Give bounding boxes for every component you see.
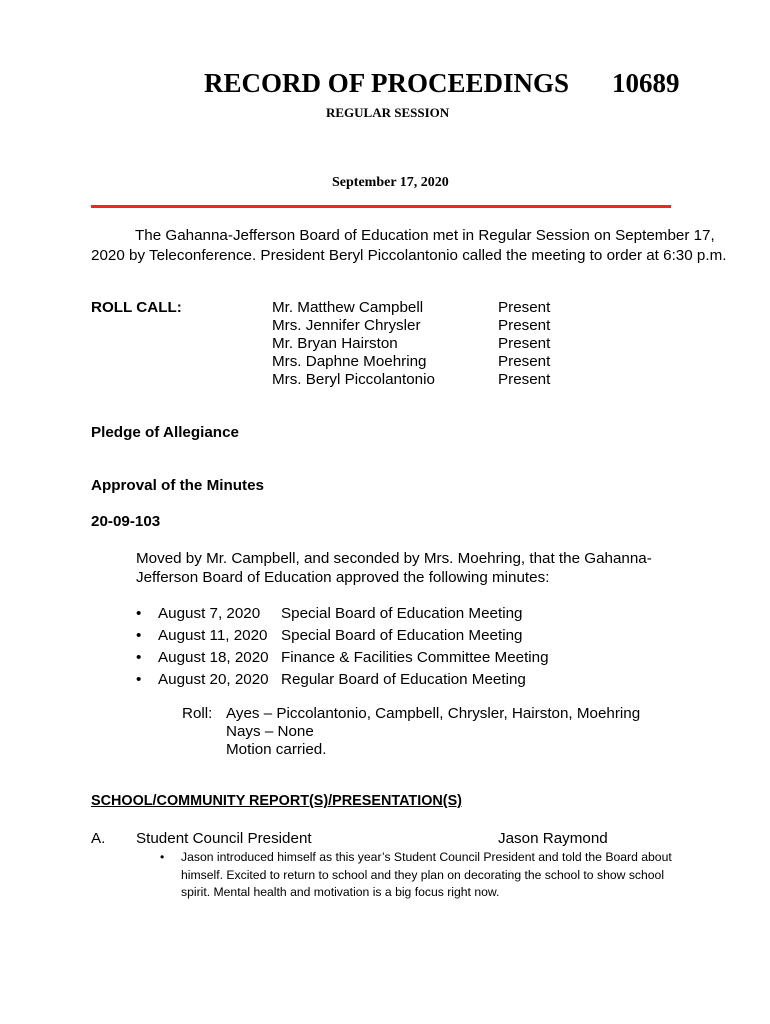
bullet-icon: • [160, 850, 165, 864]
member-name: Mr. Bryan Hairston [272, 335, 398, 352]
member-status: Present [498, 299, 551, 316]
motion-text [136, 549, 652, 587]
item-letter: A. [91, 830, 106, 847]
approval-heading: Approval of the Minutes [91, 477, 264, 494]
session-type: REGULAR SESSION [326, 105, 450, 120]
motion-number: 20-09-103 [91, 513, 161, 530]
bullet-icon: • [136, 649, 142, 666]
nays-line: Nays – None [226, 723, 314, 740]
notes-text [181, 849, 721, 902]
member-status: Present [498, 371, 551, 388]
minutes-date: August 18, 2020 [158, 649, 269, 666]
item-presenter: Jason Raymond [498, 830, 608, 847]
pledge-heading: Pledge of Allegiance [91, 424, 239, 441]
motion-line-1: Moved by Mr. Campbell, and seconded by Mrs. Moehring, that the Gahanna- [136, 550, 652, 567]
minutes-description: Special Board of Education Meeting [281, 627, 523, 644]
member-status: Present [498, 317, 551, 334]
notes-line-3: spirit. Mental health and motivation is a big focus right now. [181, 885, 500, 899]
roll-call-label: ROLL CALL: [91, 299, 182, 316]
record-number: 10689 [612, 68, 680, 98]
roll-call-statuses [498, 299, 550, 389]
roll-label: Roll: [182, 705, 213, 722]
member-name: Mr. Matthew Campbell [272, 299, 424, 316]
member-name: Mrs. Beryl Piccolantonio [272, 371, 435, 388]
meeting-date: September 17, 2020 [332, 175, 449, 190]
reports-heading: SCHOOL/COMMUNITY REPORT(S)/PRESENTATION(S) [91, 793, 462, 809]
bullet-icon: • [136, 671, 142, 688]
minutes-date: August 7, 2020 [158, 605, 261, 622]
motion-result: Motion carried. [226, 741, 327, 758]
minutes-description: Special Board of Education Meeting [281, 605, 523, 622]
ayes-line: Ayes – Piccolantonio, Campbell, Chrysler, Hairston, Moehring [226, 705, 641, 722]
notes-line-2: himself. Excited to return to school and they plan on decorating the school to show school [181, 867, 665, 882]
item-title: Student Council President [136, 830, 312, 847]
bullet-icon: • [136, 605, 142, 622]
intro-line-2: 2020 by Teleconference. President Beryl Piccolantonio called the meeting to order at 6:30 p.m. [91, 247, 727, 264]
member-name: Mrs. Daphne Moehring [272, 353, 427, 370]
roll-results [226, 705, 640, 759]
intro-line-1: The Gahanna-Jefferson Board of Education met in Regular Session on September 17, [135, 227, 715, 244]
member-status: Present [498, 335, 551, 352]
document-title: RECORD OF PROCEEDINGS [204, 68, 570, 98]
roll-call-names [272, 299, 435, 389]
member-status: Present [498, 353, 551, 370]
minutes-date: August 11, 2020 [158, 627, 268, 644]
notes-line-1: Jason introduced himself as this year’s Student Council President and told the Board about [181, 850, 672, 864]
header-divider [91, 205, 671, 208]
intro-paragraph [91, 226, 731, 266]
minutes-description: Regular Board of Education Meeting [281, 671, 526, 688]
minutes-description: Finance & Facilities Committee Meeting [281, 649, 549, 666]
bullet-icon: • [136, 627, 142, 644]
motion-line-2: Jefferson Board of Education approved the following minutes: [136, 569, 550, 586]
member-name: Mrs. Jennifer Chrysler [272, 317, 421, 334]
minutes-date: August 20, 2020 [158, 671, 269, 688]
